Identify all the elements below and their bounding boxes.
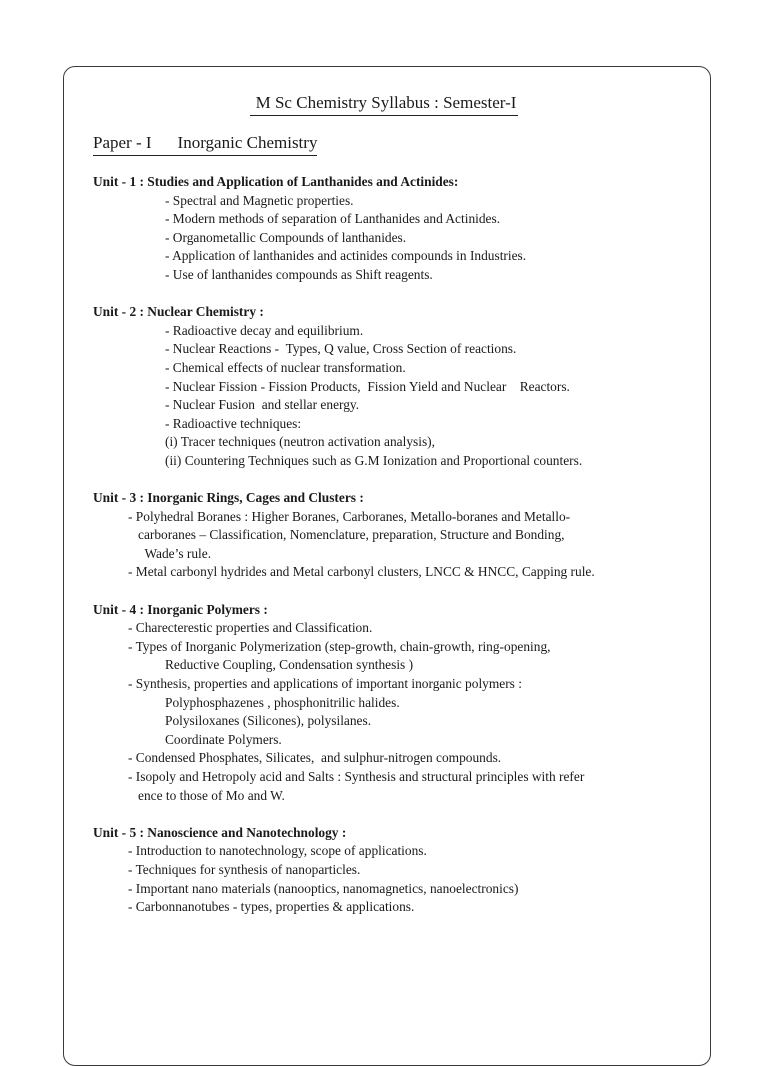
syllabus-line: - Organometallic Compounds of lanthanides. [165,229,407,245]
unit-section-4 [93,601,693,806]
syllabus-line: - Nuclear Fusion and stellar energy. [165,397,360,413]
syllabus-line: - Important nano materials (nanooptics, nanomagnetics, nanoelectronics) [128,880,519,896]
unit-section-3 [93,489,693,582]
syllabus-line: ence to those of Mo and W. [138,787,285,803]
unit-title: Unit - 1 : Studies and Application of Lanthanides and Actinides: [93,174,459,189]
paper-heading [93,132,317,156]
unit-title: Unit - 2 : Nuclear Chemistry : [93,304,264,320]
unit-section-5 [93,824,693,917]
syllabus-line: - Synthesis, properties and applications of important inorganic polymers : [128,676,522,692]
syllabus-line: - Application of lanthanides and actinides compounds in Industries. [165,248,527,264]
syllabus-line: - Use of lanthanides compounds as Shift reagents. [165,266,433,282]
unit-title: Unit - 3 : Inorganic Rings, Cages and Clusters : [93,490,364,506]
syllabus-line: Polysiloxanes (Silicones), polysilanes. [165,713,372,729]
syllabus-line: - Radioactive techniques: [165,415,302,431]
syllabus-line: - Chemical effects of nuclear transformation. [165,359,406,375]
paper-label: Paper - I [93,133,152,152]
syllabus-line: carboranes – Classification, Nomenclature, preparation, Structure and Bonding, [138,527,565,543]
syllabus-line: - Modern methods of separation of Lanthanides and Actinides. [165,211,501,227]
syllabus-line: - Nuclear Fission - Fission Products, Fission Yield and Nuclear Reactors. [165,378,570,394]
syllabus-body [93,173,693,935]
syllabus-line: Reductive Coupling, Condensation synthesis ) [165,657,414,673]
syllabus-line: (i) Tracer techniques (neutron activation analysis), [165,434,435,450]
unit-title: Unit - 4 : Inorganic Polymers : [93,601,268,617]
syllabus-line: - Introduction to nanotechnology, scope of applications. [128,843,427,859]
syllabus-line: - Spectral and Magnetic properties. [165,192,354,208]
syllabus-line: Wade’s rule. [138,545,212,561]
syllabus-line: - Isopoly and Hetropoly acid and Salts : Synthesis and structural principles with refer [128,769,585,784]
syllabus-line: - Nuclear Reactions - Types, Q value, Cross Section of reactions. [165,341,517,357]
syllabus-line: - Techniques for synthesis of nanoparticles. [128,861,361,877]
document-title-wrap [0,92,768,116]
paper-subject: Inorganic Chemistry [177,133,318,152]
syllabus-line: - Radioactive decay and equilibrium. [165,322,364,338]
syllabus-line: - Carbonnanotubes - types, properties & applications. [128,899,415,915]
syllabus-line: - Types of Inorganic Polymerization (step-growth, chain-growth, ring-opening, [128,638,551,654]
unit-title: Unit - 5 : Nanoscience and Nanotechnology : [93,824,347,840]
unit-section-1 [93,173,693,285]
syllabus-line: Polyphosphazenes , phosphonitrilic halides. [165,694,400,710]
unit-section-2 [93,303,693,470]
syllabus-line: - Polyhedral Boranes : Higher Boranes, Carboranes, Metallo-boranes and Metallo- [128,508,571,524]
syllabus-line: - Charecterestic properties and Classification. [128,620,373,636]
document-title: M Sc Chemistry Syllabus : Semester-I [250,92,519,116]
syllabus-line: - Condensed Phosphates, Silicates, and sulphur-nitrogen compounds. [128,750,502,766]
syllabus-line: Coordinate Polymers. [165,731,282,747]
syllabus-line: - Metal carbonyl hydrides and Metal carbonyl clusters, LNCC & HNCC, Capping rule. [128,564,595,580]
syllabus-line: (ii) Countering Techniques such as G.M Ionization and Proportional counters. [165,452,583,468]
